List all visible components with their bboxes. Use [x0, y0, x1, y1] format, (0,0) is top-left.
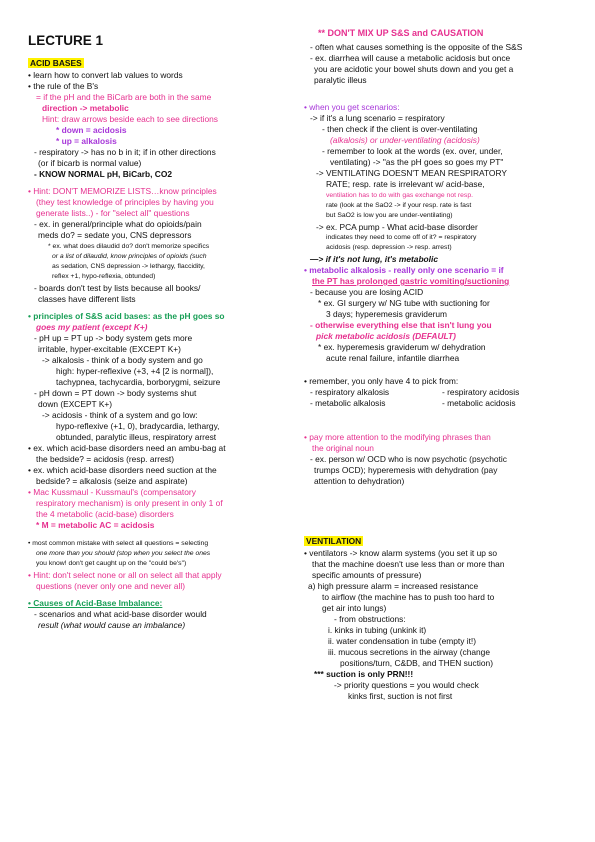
note-line: • ex. which acid-base disorders need an ambu-bag at [28, 443, 226, 453]
note-line: *** suction is only PRN!!! [314, 669, 414, 679]
note-line: - from obstructions: [334, 614, 406, 624]
note-line: • ventilators -> know alarm systems (you set it up so [304, 548, 498, 558]
acid-bases-heading: ACID BASES [30, 58, 82, 68]
note-line: * ex. what does dilaudid do? don't memorize specifics [48, 243, 210, 250]
note-line: the PT has prolonged gastric vomiting/suctioning [312, 276, 510, 286]
note-line: • most common mistake with select all questions = selecting [28, 540, 209, 547]
note-line: -> VENTILATING DOESN'T MEAN RESPIRATORY [316, 168, 507, 178]
note-line: - remember to look at the words (ex. over, under, [322, 146, 503, 156]
note-line: positions/turn, C&DB, and THEN suction) [340, 658, 493, 668]
note-line: classes have different lists [38, 294, 136, 304]
note-line: • metabolic alkalosis - really only one scenario = if [304, 265, 504, 275]
note-line: acidosis (resp. depression -> resp. arrest) [326, 244, 452, 251]
note-line: * ex. hyperemesis graviderum w/ dehydration [318, 342, 486, 352]
note-line: reflex +1, hypo-reflexia, obtunded) [52, 273, 156, 280]
note-line: Hint: draw arrows beside each to see directions [42, 114, 218, 124]
note-line: result (what would cause an imbalance) [38, 620, 186, 630]
note-line: one more than you should (stop when you select the ones [36, 550, 211, 557]
note-line: -> if it's a lung scenario = respiratory [310, 113, 445, 123]
note-line: hypo-reflexive (+1, 0), bradycardia, lethargy, [56, 421, 220, 431]
note-line: acute renal failure, infantile diarrhea [326, 353, 460, 363]
note-line: - otherwise everything else that isn't lung you [310, 320, 492, 330]
note-line: • remember, you only have 4 to pick from: [304, 376, 459, 386]
note-line: • Mac Kussmaul - Kussmaul's (compensatory [28, 487, 196, 497]
note-line: specific amounts of pressure) [312, 570, 422, 580]
note-line: RATE; resp. rate is irrelevant w/ acid-base, [326, 179, 485, 189]
note-line: get air into lungs) [322, 603, 387, 613]
note-line: -> priority questions = you would check [334, 680, 479, 690]
note-line: questions (never only one and never all) [36, 581, 185, 591]
note-line: bedside? = alkalosis (seize and aspirate) [36, 476, 188, 486]
note-line: (alkalosis) or under-ventilating (acidosis) [330, 135, 480, 145]
note-line: - respiratory -> has no b in it; if in other directions [34, 147, 216, 157]
note-line: • Hint: DON'T MEMORIZE LISTS…know principles [28, 186, 217, 196]
note-line: direction -> metabolic [42, 103, 129, 113]
note-line: indicates they need to come off of it? = respiratory [326, 234, 477, 241]
note-line: * up = alkalosis [56, 136, 117, 146]
note-line: obtunded, paralytic illeus, respiratory arrest [56, 432, 217, 442]
note-line: tachypnea, tachycardia, borborygmi, seizure [56, 377, 221, 387]
note-line: high: hyper-reflexive (+3, +4 [2 is normal]), [56, 366, 214, 376]
note-line: the original noun [312, 443, 374, 453]
note-line: ventilating) -> "as the pH goes so goes my PT" [330, 157, 504, 167]
note-line: * down = acidosis [56, 125, 127, 135]
note-line: iii. mucous secretions in the airway (change [328, 647, 490, 657]
note-line: - ex. person w/ OCD who is now psychotic (psychotic [310, 454, 507, 464]
note-line: - metabolic acidosis [442, 398, 516, 408]
ventilation-heading: VENTILATION [306, 536, 362, 546]
note-line: • when you get scenarios: [304, 102, 400, 112]
note-line: a) high pressure alarm = increased resistance [308, 581, 479, 591]
note-line: the 4 metabolic (acid-base) disorders [36, 509, 174, 519]
note-line: - respiratory alkalosis [310, 387, 390, 397]
note-line: ** DON'T MIX UP S&S and CAUSATION [318, 28, 484, 38]
lecture-title: LECTURE 1 [28, 33, 104, 48]
note-line: • pay more attention to the modifying phrases than [304, 432, 491, 442]
note-line: • principles of S&S acid bases: as the pH goes so [28, 311, 225, 321]
note-line: - then check if the client is over-ventilating [322, 124, 478, 134]
note-line: paralytic illeus [314, 75, 367, 85]
note-line: or a list of dilaudid, know principles of opioids (such [52, 253, 207, 260]
note-line: as sedation, CNS depression -> lethargy, flaccidity, [52, 263, 205, 270]
note-line: - pH down = PT down -> body systems shut [34, 388, 197, 398]
note-line: goes my patient (except K+) [36, 322, 148, 332]
note-line: - respiratory acidosis [442, 387, 520, 397]
note-line: -> alkalosis - think of a body system and go [42, 355, 203, 365]
note-line: rate (look at the SaO2 -> if your resp. rate is fast [326, 202, 472, 209]
note-line: trumps OCD); hyperemesis with dehydration (pay [314, 465, 498, 475]
note-line: (they test knowledge of principles by having you [36, 197, 214, 207]
note-line: - ex. diarrhea will cause a metabolic acidosis but once [310, 53, 511, 63]
note-line: -> acidosis - think of a system and go low: [42, 410, 198, 420]
note-line: - pH up = PT up -> body system gets more [34, 333, 193, 343]
note-line: generate lists..) - for "select all" questions [36, 208, 190, 218]
note-line: 3 days; hyperemesis graviderum [326, 309, 448, 319]
note-line: respiratory mechanism) is only present in only 1 of [36, 498, 223, 508]
note-line: you know! don't get caught up on the "could be's") [36, 560, 187, 567]
note-line: - often what causes something is the opposite of the S&S [310, 42, 523, 52]
note-line: irritable, hyper-excitable (EXCEPT K+) [38, 344, 181, 354]
note-line: pick metabolic acidosis (DEFAULT) [316, 331, 456, 341]
note-line: ventilation has to do with gas exchange not resp. [326, 192, 473, 199]
note-line: * ex. GI surgery w/ NG tube with suctioning for [318, 298, 490, 308]
note-line: - because you are losing ACID [310, 287, 424, 297]
note-line: - ex. in general/principle what do opioids/pain [34, 219, 202, 229]
note-line: - scenarios and what acid-base disorder would [34, 609, 207, 619]
note-line: - boards don't test by lists because all books/ [34, 283, 201, 293]
note-line: • the rule of the B's [28, 81, 99, 91]
note-line: you are acidotic your bowel shuts down and you get a [314, 64, 514, 74]
note-line: • Causes of Acid-Base Imbalance: [28, 598, 163, 608]
note-line: meds do? = sedate you, CNS depressors [38, 230, 192, 240]
note-line: • ex. which acid-base disorders need suction at the [28, 465, 217, 475]
note-line: - KNOW NORMAL pH, BiCarb, CO2 [34, 169, 173, 179]
note-line: —> if it's not lung, it's metabolic [310, 254, 438, 264]
note-line: that the machine doesn't use less than or more than [312, 559, 505, 569]
note-line: • Hint: don't select none or all on select all that apply [28, 570, 222, 580]
note-line: down (EXCEPT K+) [38, 399, 113, 409]
note-line: the bedside? = acidosis (resp. arrest) [36, 454, 175, 464]
note-line: • learn how to convert lab values to words [28, 70, 183, 80]
note-line: = if the pH and the BiCarb are both in the same [36, 92, 212, 102]
note-line: i. kinks in tubing (unkink it) [328, 625, 427, 635]
note-line: but SaO2 is low you are under-ventilating) [326, 212, 453, 219]
note-line: kinks first, suction is not first [348, 691, 453, 701]
note-line: - metabolic alkalosis [310, 398, 386, 408]
note-line: ii. water condensation in tube (empty it!) [328, 636, 477, 646]
note-line: (or if bicarb is normal value) [38, 158, 142, 168]
note-line: * M = metabolic AC = acidosis [36, 520, 155, 530]
note-line: -> ex. PCA pump - What acid-base disorder [316, 222, 478, 232]
note-line: to airflow (the machine has to push too hard to [322, 592, 495, 602]
note-line: attention to dehydration) [314, 476, 405, 486]
